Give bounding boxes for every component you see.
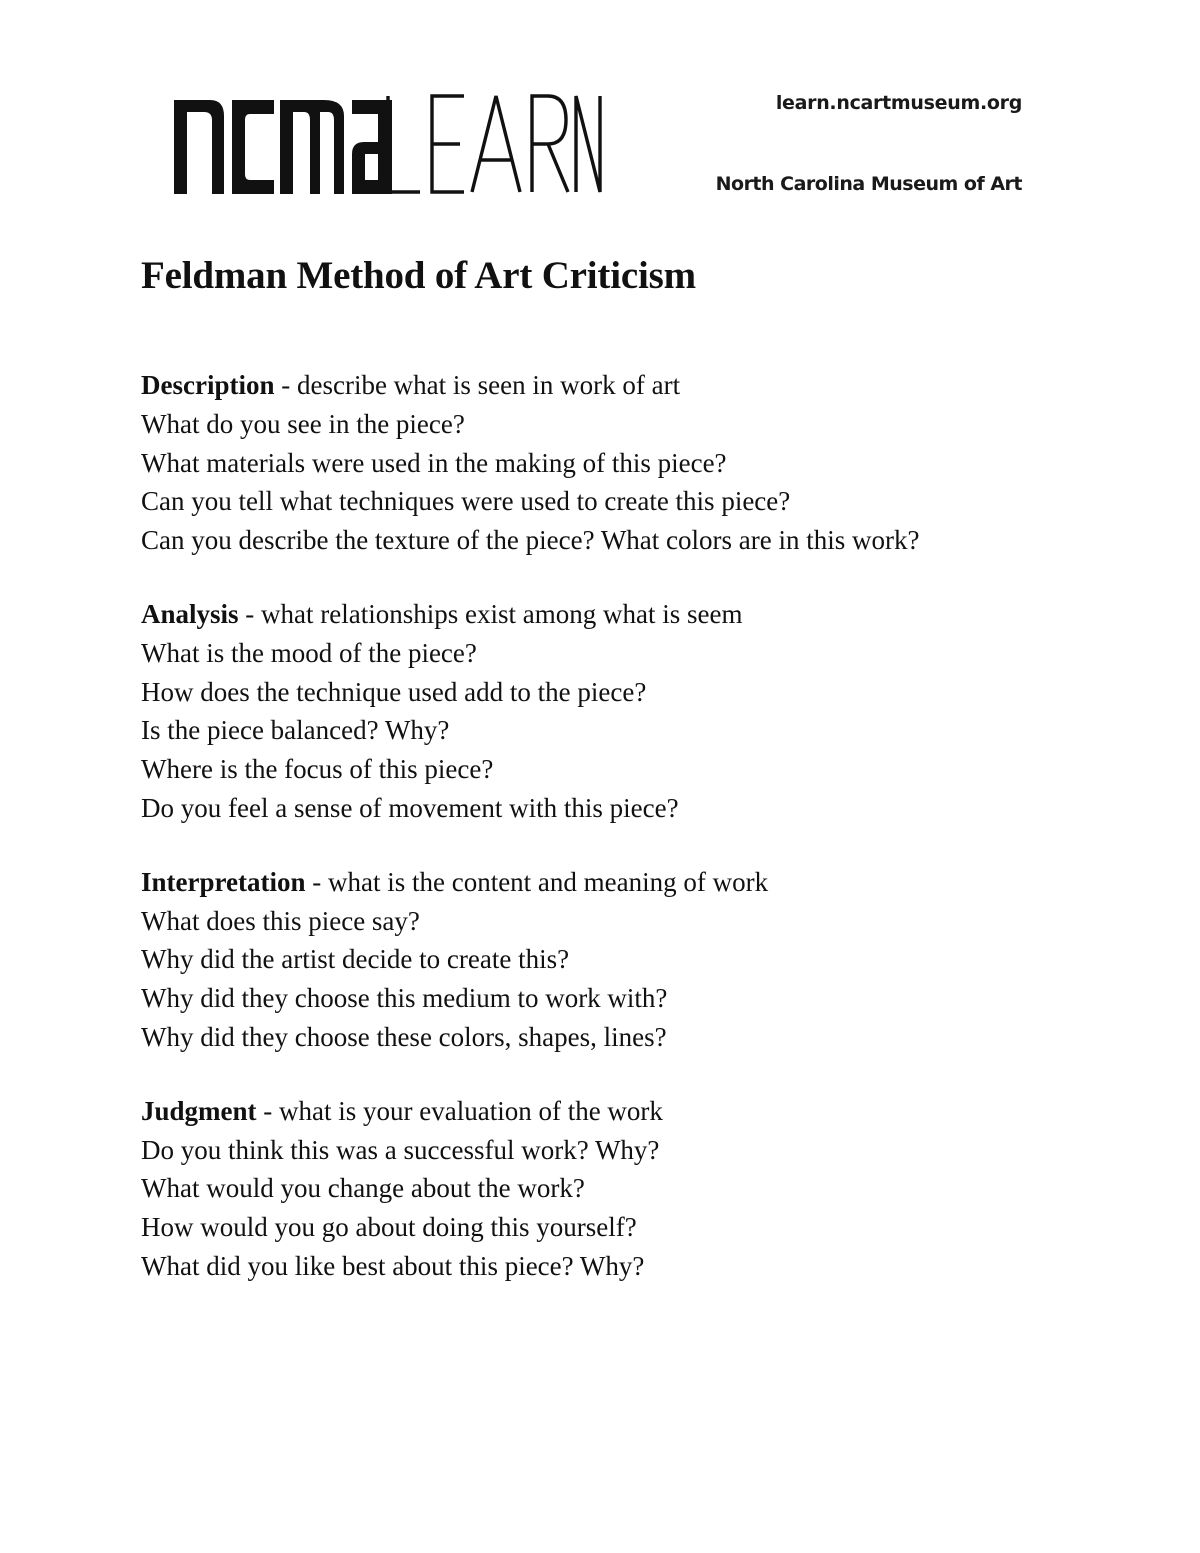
question-line: Do you think this was a successful work? Why?	[141, 1134, 660, 1165]
section-judgment	[141, 1092, 1071, 1286]
section-definition: - what relationships exist among what is seem	[238, 598, 743, 629]
ncma-learn-logo	[174, 92, 604, 196]
site-url: learn.ncartmuseum.org	[775, 92, 1022, 114]
section-heading	[141, 366, 1071, 405]
question-line: What materials were used in the making of this piece?	[141, 447, 727, 478]
section-term: Analysis	[141, 598, 239, 629]
question-line: Why did they choose these colors, shapes, lines?	[141, 1021, 667, 1052]
question-line: Can you describe the texture of the piece? What colors are in this work?	[141, 525, 920, 556]
section-analysis	[141, 595, 1071, 828]
section-heading	[141, 1092, 1071, 1131]
question-line: How would you go about doing this yourself?	[141, 1212, 637, 1243]
question-line: Why did they choose this medium to work with?	[141, 983, 668, 1014]
section-heading	[141, 595, 1071, 634]
question-line: What is the mood of the piece?	[141, 637, 477, 668]
section-interpretation	[141, 863, 1071, 1057]
question-line: Can you tell what techniques were used to create this piece?	[141, 486, 791, 517]
section-heading	[141, 863, 1071, 902]
question-line: What did you like best about this piece? Why?	[141, 1250, 645, 1281]
question-line: Do you feel a sense of movement with this piece?	[141, 792, 679, 823]
document-body	[141, 252, 1071, 1321]
ncma-wordmark	[174, 100, 392, 194]
question-line: Is the piece balanced? Why?	[141, 715, 450, 746]
museum-name: North Carolina Museum of Art	[715, 173, 1022, 195]
section-description	[141, 366, 1071, 560]
section-definition: - what is the content and meaning of work	[305, 866, 769, 897]
section-definition: - describe what is seen in work of art	[274, 370, 681, 400]
question-line: What does this piece say?	[141, 905, 420, 936]
page-title: Feldman Method of Art Criticism	[141, 254, 696, 297]
question-line: Why did the artist decide to create this?	[141, 944, 570, 975]
question-line: What do you see in the piece?	[141, 408, 465, 439]
question-line: What would you change about the work?	[141, 1173, 585, 1204]
section-term: Description	[141, 370, 275, 400]
question-line: How does the technique used add to the piece?	[141, 676, 647, 707]
section-term: Interpretation	[141, 866, 306, 897]
section-term: Judgment	[141, 1095, 257, 1126]
section-definition: - what is your evaluation of the work	[256, 1095, 663, 1126]
ncma-learn-logo-graphic	[174, 92, 604, 196]
page-header	[0, 0, 1200, 230]
question-line: Where is the focus of this piece?	[141, 754, 494, 785]
learn-wordmark	[388, 96, 600, 192]
